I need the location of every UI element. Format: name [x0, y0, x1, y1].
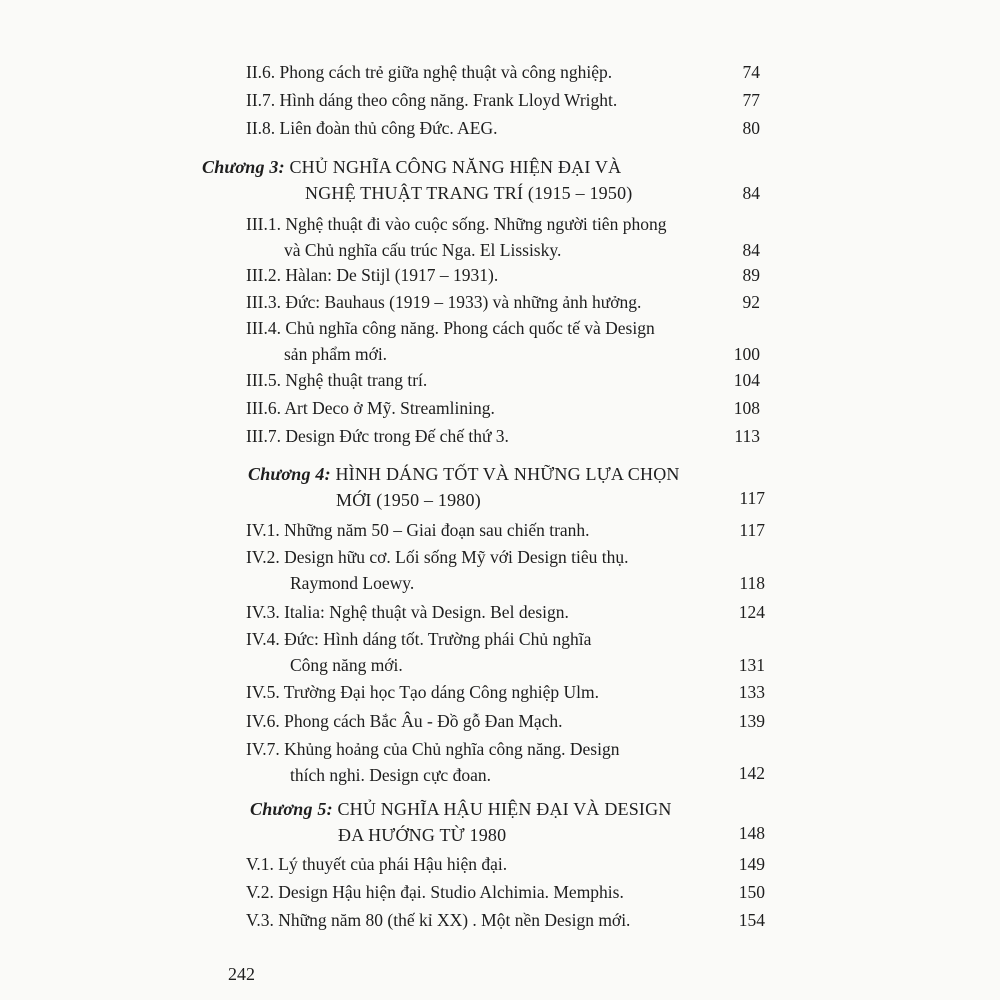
toc-page-num: 84 — [742, 240, 760, 260]
toc-page-num: 154 — [738, 910, 765, 930]
toc-item-iv7 — [246, 736, 619, 788]
chapter-4-heading — [248, 461, 680, 513]
toc-item-iv2 — [246, 544, 629, 596]
toc-item-iii5 — [246, 367, 427, 393]
toc-item-text: V.2. Design Hậu hiện đại. Studio Alchimia. Memphis. — [246, 882, 624, 902]
chapter-5-heading — [250, 796, 672, 848]
toc-item-v2 — [246, 879, 624, 905]
toc-page-num: 124 — [738, 602, 765, 622]
chapter-3-heading — [202, 154, 632, 206]
toc-page-num: 77 — [742, 90, 760, 110]
chapter-label: Chương 4: — [248, 464, 331, 484]
toc-item-ii7 — [246, 87, 617, 113]
toc-page-num: 139 — [738, 711, 765, 731]
toc-item-text: IV.6. Phong cách Bắc Âu - Đồ gỗ Đan Mạch. — [246, 711, 563, 731]
chapter-3-page: 84 — [742, 183, 760, 203]
toc-item-text: III.1. Nghệ thuật đi vào cuộc sống. Những người tiên phong — [246, 214, 667, 234]
toc-item-text: và Chủ nghĩa cấu trúc Nga. El Lissisky. — [284, 240, 562, 260]
toc-item-iii3 — [246, 289, 641, 315]
toc-item-iii4 — [246, 315, 655, 367]
chapter-5-page: 148 — [738, 823, 765, 843]
toc-item-text: III.6. Art Deco ở Mỹ. Streamlining. — [246, 398, 495, 418]
toc-item-iii1 — [246, 211, 666, 263]
toc-page-num: 117 — [739, 520, 765, 540]
chapter-title-line-1: HÌNH DÁNG TỐT VÀ NHỮNG LỰA CHỌN — [335, 464, 680, 484]
toc-page-num: 108 — [733, 398, 760, 418]
toc-item-text: IV.2. Design hữu cơ. Lối sống Mỹ với Design tiêu thụ. — [246, 547, 629, 567]
toc-item-text: III.3. Đức: Bauhaus (1919 – 1933) và những ảnh hưởng. — [246, 292, 642, 312]
page-number: 242 — [228, 964, 255, 984]
toc-page-num: 80 — [742, 118, 760, 138]
toc-page-num: 150 — [738, 882, 765, 902]
toc-item-text: II.7. Hình dáng theo công năng. Frank Lloyd Wright. — [246, 90, 618, 110]
toc-item-iv1 — [246, 517, 590, 543]
toc-item-text: II.6. Phong cách trẻ giữa nghệ thuật và công nghiệp. — [246, 62, 613, 82]
toc-item-text: V.3. Những năm 80 (thế kỉ XX) . Một nền Design mới. — [246, 910, 631, 930]
toc-item-v1 — [246, 851, 507, 877]
toc-item-iv3 — [246, 599, 569, 625]
toc-item-ii8 — [246, 115, 498, 141]
toc-page-num: 100 — [733, 344, 760, 364]
toc-item-text: IV.7. Khủng hoảng của Chủ nghĩa công năng. Design — [246, 739, 620, 759]
toc-page-num: 92 — [742, 292, 760, 312]
toc-item-iv6 — [246, 708, 563, 734]
toc-page-num: 149 — [738, 854, 765, 874]
toc-item-text: sản phẩm mới. — [284, 344, 388, 364]
toc-item-text: III.7. Design Đức trong Đế chế thứ 3. — [246, 426, 509, 446]
toc-item-iii2 — [246, 262, 498, 288]
toc-item-text: II.8. Liên đoàn thủ công Đức. AEG. — [246, 118, 498, 138]
chapter-title-line-1: CHỦ NGHĨA CÔNG NĂNG HIỆN ĐẠI VÀ — [289, 157, 622, 177]
toc-item-text: III.4. Chủ nghĩa công năng. Phong cách quốc tế và Design — [246, 318, 655, 338]
chapter-label: Chương 5: — [250, 799, 333, 819]
toc-page-num: 89 — [742, 265, 760, 285]
toc-item-text: IV.5. Trường Đại học Tạo dáng Công nghiệp Ulm. — [246, 682, 600, 702]
toc-item-iv5 — [246, 679, 599, 705]
toc-item-text: V.1. Lý thuyết của phái Hậu hiện đại. — [246, 854, 508, 874]
toc-item-iii7 — [246, 423, 509, 449]
toc-page-num: 133 — [738, 682, 765, 702]
toc-item-text: Raymond Loewy. — [290, 573, 415, 593]
toc-page-num: 131 — [738, 655, 765, 675]
toc-page-num: 118 — [739, 573, 765, 593]
chapter-title-line-2: MỚI (1950 – 1980) — [336, 490, 481, 510]
chapter-title-line-1: CHỦ NGHĨA HẬU HIỆN ĐẠI VÀ DESIGN — [337, 799, 672, 819]
toc-page-num: 113 — [734, 426, 760, 446]
toc-page-num: 74 — [742, 62, 760, 82]
toc-item-ii6 — [246, 59, 612, 85]
chapter-4-page: 117 — [739, 488, 765, 508]
chapter-label: Chương 3: — [202, 157, 285, 177]
toc-item-text: Công năng mới. — [290, 655, 403, 675]
toc-item-text: III.2. Hàlan: De Stijl (1917 – 1931). — [246, 265, 499, 285]
chapter-title-line-2: ĐA HƯỚNG TỪ 1980 — [338, 825, 507, 845]
toc-item-text: IV.3. Italia: Nghệ thuật và Design. Bel design. — [246, 602, 569, 622]
toc-item-v3 — [246, 907, 630, 933]
toc-item-iii6 — [246, 395, 495, 421]
toc-item-text: III.5. Nghệ thuật trang trí. — [246, 370, 428, 390]
toc-page-num: 104 — [733, 370, 760, 390]
toc-item-iv4 — [246, 626, 591, 678]
toc-item-text: IV.1. Những năm 50 – Giai đoạn sau chiến tranh. — [246, 520, 590, 540]
toc-page-num: 142 — [738, 763, 765, 783]
chapter-title-line-2: NGHỆ THUẬT TRANG TRÍ (1915 – 1950) — [305, 183, 633, 203]
toc-item-text: IV.4. Đức: Hình dáng tốt. Trường phái Chủ nghĩa — [246, 629, 592, 649]
toc-item-text: thích nghi. Design cực đoan. — [290, 765, 491, 785]
